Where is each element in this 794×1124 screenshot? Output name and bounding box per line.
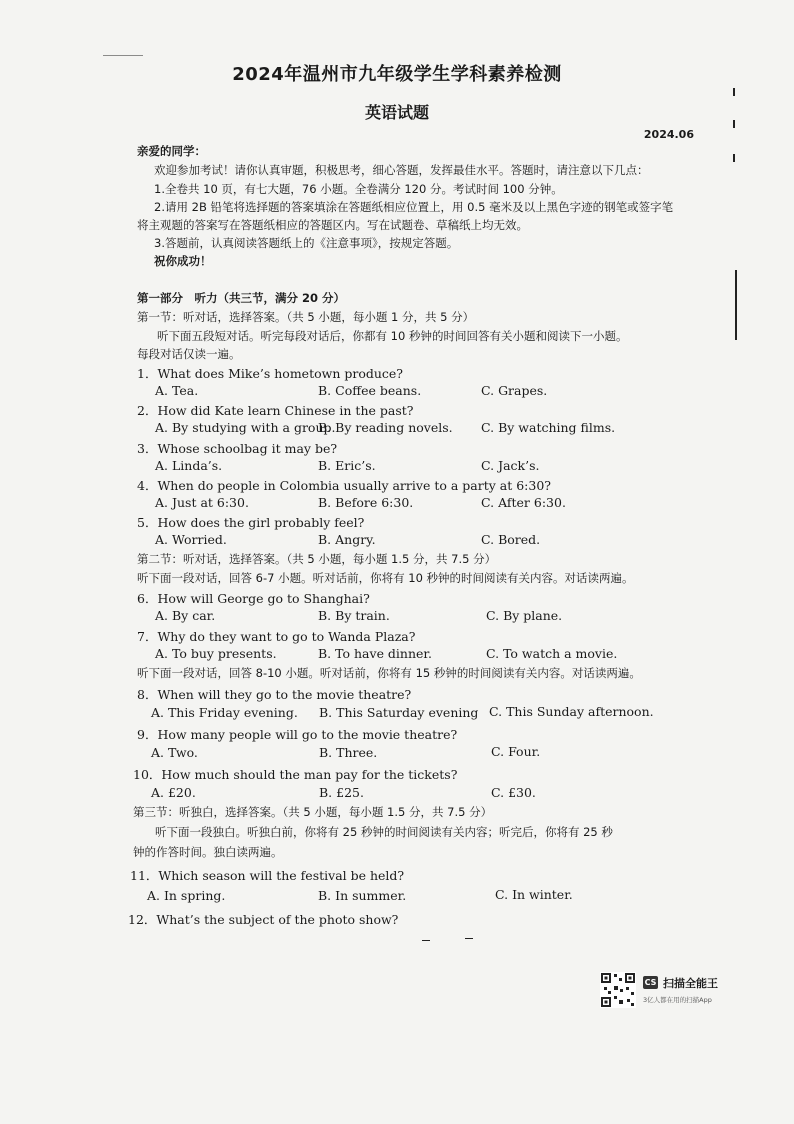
section-heading: 第二节：听对话，选择答案。（共 5 小题，每小题 1.5 分，共 7.5 分）: [137, 552, 497, 566]
question-7: 7．Why do they want to go to Wanda Plaza?: [137, 629, 416, 644]
option-b: B. Three.: [319, 745, 378, 760]
section-instruction: 听下面一段独白。听独白前，你将有 25 秒钟的时间阅读有关内容；听完后，你将有 25 秒: [155, 825, 613, 839]
section-instruction: 听下面一段对话，回答 6-7 小题。听对话前，你将有 10 秒钟的时间阅读有关内容。对话读两遍。: [137, 571, 634, 585]
section-instruction: 听下面一段对话，回答 8-10 小题。听对话前，你将有 15 秒钟的时间阅读有关内容。对话读两遍。: [137, 666, 641, 680]
option-b: B. By train.: [318, 608, 390, 623]
question-11: 11．Which season will the festival be held?: [130, 868, 405, 883]
option-c: C. Four.: [491, 744, 541, 759]
section-instruction: 听下面五段短对话。听完每段对话后，你都有 10 秒钟的时间回答有关小题和阅读下一小题。: [157, 329, 628, 343]
option-a: A. By car.: [155, 608, 216, 623]
section-instruction: 钟的作答时间。独白读两遍。: [133, 845, 283, 859]
option-c: C. Jack’s.: [481, 458, 540, 473]
option-b: B. Coffee beans.: [318, 383, 422, 398]
option-c: C. £30.: [491, 785, 536, 800]
option-c: C. Grapes.: [481, 383, 548, 398]
option-a: A. Worried.: [155, 532, 227, 547]
option-a: A. To buy presents.: [155, 646, 277, 661]
option-b: B. Eric’s.: [318, 458, 376, 473]
option-a: A. Tea.: [155, 383, 199, 398]
option-a: A. This Friday evening.: [151, 705, 298, 720]
option-c: C. This Sunday afternoon.: [489, 704, 654, 719]
part-heading: 第一部分 听力（共三节，满分 20 分）: [137, 291, 346, 305]
scan-artifact: [733, 88, 735, 96]
exam-subtitle: 英语试题: [364, 103, 429, 122]
section-heading: 第三节：听独白，选择答案。（共 5 小题，每小题 1.5 分，共 7.5 分）: [133, 805, 493, 819]
intro-line: 1.全卷共 10 页，有七大题，76 小题。全卷满分 120 分。考试时间 100 分钟。: [154, 182, 563, 196]
option-b: B. By reading novels.: [318, 420, 453, 435]
scan-artifact: [465, 938, 473, 939]
question-4: 4．When do people in Colombia usually arrive to a party at 6:30?: [137, 478, 551, 493]
scan-artifact: [733, 154, 735, 162]
option-c: C. Bored.: [481, 532, 541, 547]
option-a: A. By studying with a group.: [155, 420, 336, 435]
option-c: C. By watching films.: [481, 420, 616, 435]
section-heading: 第一节：听对话，选择答案。（共 5 小题，每小题 1 分，共 5 分）: [137, 310, 475, 324]
option-b: B. Angry.: [318, 532, 376, 547]
intro-line: 将主观题的答案写在答题纸相应的答题区内。写在试题卷、草稿纸上均无效。: [137, 218, 528, 232]
qr-code-icon: [600, 972, 636, 1008]
question-9: 9．How many people will go to the movie theatre?: [137, 727, 458, 742]
question-3: 3．Whose schoolbag it may be?: [137, 441, 338, 456]
option-a: A. Two.: [151, 745, 198, 760]
watermark-brand: 扫描全能王: [663, 977, 718, 990]
question-5: 5．How does the girl probably feel?: [137, 515, 365, 530]
intro-line: 祝你成功！: [154, 254, 212, 268]
question-8: 8．When will they go to the movie theatre?: [137, 687, 412, 702]
option-b: B. £25.: [319, 785, 364, 800]
scan-artifact: [422, 940, 430, 941]
exam-date: 2024.06: [643, 128, 694, 141]
option-a: A. In spring.: [147, 888, 226, 903]
intro-line: 3.答题前，认真阅读答题纸上的《注意事项》，按规定答题。: [154, 236, 459, 250]
intro-line: 2.请用 2B 铅笔将选择题的答案填涂在答题纸相应位置上，用 0.5 毫米及以上黑色字迹的钢笔或签字笔: [154, 200, 674, 214]
option-c: C. After 6:30.: [481, 495, 566, 510]
camscanner-logo-icon: CS: [644, 978, 657, 987]
question-1: 1．What does Mike’s hometown produce?: [137, 366, 403, 381]
watermark-tagline: 3亿人都在用的扫描App: [643, 996, 712, 1004]
option-a: A. £20.: [151, 785, 196, 800]
option-a: A. Linda’s.: [155, 458, 223, 473]
greeting: 亲爱的同学：: [137, 144, 206, 158]
option-b: B. In summer.: [318, 888, 407, 903]
option-a: A. Just at 6:30.: [155, 495, 249, 510]
option-c: C. In winter.: [495, 887, 573, 902]
question-10: 10．How much should the man pay for the tickets?: [133, 767, 458, 782]
scan-artifact: [103, 55, 143, 56]
option-b: B. This Saturday evening: [319, 705, 479, 720]
option-b: B. To have dinner.: [318, 646, 433, 661]
scan-artifact: [735, 270, 737, 340]
question-2: 2．How did Kate learn Chinese in the past?: [137, 403, 414, 418]
option-c: C. To watch a movie.: [486, 646, 618, 661]
option-c: C. By plane.: [486, 608, 563, 623]
question-6: 6．How will George go to Shanghai?: [137, 591, 370, 606]
question-12: 12．What’s the subject of the photo show?: [128, 912, 399, 927]
section-instruction: 每段对话仅读一遍。: [137, 347, 241, 361]
exam-title: 2024年温州市九年级学生学科素养检测: [232, 64, 562, 85]
intro-line: 欢迎参加考试！请你认真审题，积极思考，细心答题，发挥最佳水平。答题时，请注意以下几点：: [154, 163, 649, 177]
option-b: B. Before 6:30.: [318, 495, 414, 510]
scan-artifact: [733, 120, 735, 128]
